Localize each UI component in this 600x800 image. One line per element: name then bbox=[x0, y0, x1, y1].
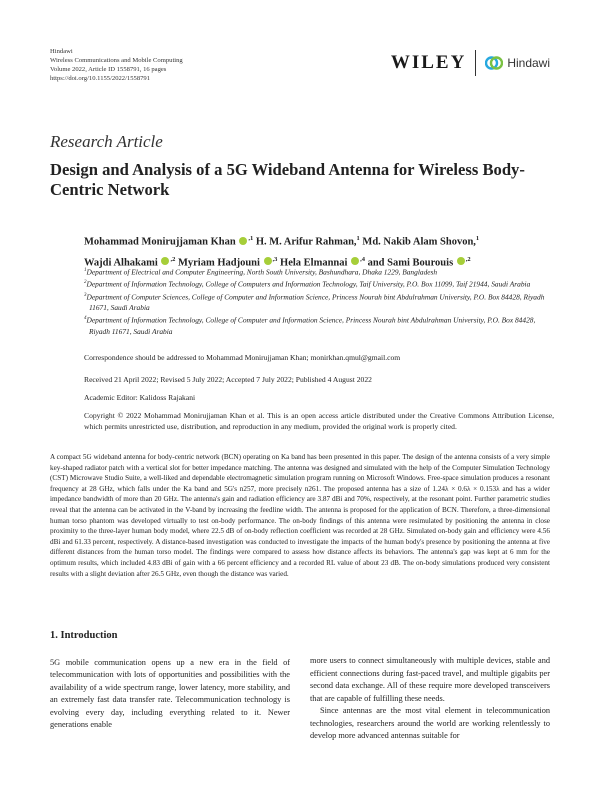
orcid-icon[interactable] bbox=[351, 257, 359, 265]
doi-link[interactable]: https://doi.org/10.1155/2022/1558791 bbox=[50, 75, 151, 82]
author-name: and Sami Bourouis bbox=[367, 257, 454, 268]
intro-paragraph: Since antennas are the most vital element in telecommunication technologies, researchers around the world are working relentlessly to develop more advanced antennas suitable for bbox=[310, 706, 550, 740]
hindawi-wordmark: Hindawi bbox=[507, 56, 550, 70]
publication-dates: Received 21 April 2022; Revised 5 July 2022; Accepted 7 July 2022; Published 4 August 2022 bbox=[84, 375, 372, 384]
copyright-notice: Copyright © 2022 Mohammad Monirujjaman Khan et al. This is an open access article distributed under the Creative Commons Attribution License, which permits unrestricted use, distribution, and reproduction in any medium, provided the original work is properly cited. bbox=[84, 411, 554, 431]
publisher-logos bbox=[391, 48, 550, 78]
affiliation: $^1$Department of Electrical and Computer Engineering, North South University, Bashundhara, Dhaka 1229, Bangladesh bbox=[84, 267, 438, 277]
author-name: Md. Nakib Alam Shovon, bbox=[362, 236, 476, 248]
journal-name: Wireless Communications and Mobile Computing bbox=[50, 57, 183, 64]
author-affil-num: 4 bbox=[361, 255, 365, 263]
affiliations bbox=[84, 265, 554, 337]
author-affil-num: 1 bbox=[249, 235, 254, 242]
left-column bbox=[50, 630, 290, 732]
article-title: Design and Analysis of a 5G Wideband Antenna for Wireless Body-Centric Network bbox=[50, 160, 525, 199]
author-name: H. M. Arifur Rahman, bbox=[255, 236, 357, 248]
right-column bbox=[310, 655, 550, 743]
author-affil-num: 2 bbox=[467, 255, 471, 263]
author-affil-num: 1 bbox=[356, 235, 360, 242]
publisher-name: Hindawi bbox=[50, 48, 73, 55]
author-name: Hela Elmannai bbox=[280, 257, 348, 268]
logo-divider bbox=[475, 50, 476, 76]
correspondence: Correspondence should be addressed to Mohammad Monirujjaman Khan; monirkhan.qmul@gmail.com bbox=[84, 353, 401, 362]
orcid-icon[interactable] bbox=[457, 257, 465, 265]
affiliation: $^4$Department of Information Technology, College of Computer and Information Science, Princess Nourah bint Abdulrahman University, P.O. Box 84428, Riyadh 11671, Saudi Arabia bbox=[84, 315, 536, 336]
article-type: Research Article bbox=[50, 132, 163, 151]
intro-paragraph-continued: more users to connect simultaneously with multiple devices, stable and efficient connections during fast-paced travel, and multiple gigabits per second data exchange. All of these require more developed transceivers that are capable of fulfilling these needs. bbox=[310, 656, 550, 703]
academic-editor: Academic Editor: Kalidoss Rajakani bbox=[84, 393, 196, 402]
orcid-icon[interactable] bbox=[239, 237, 247, 245]
abstract: A compact 5G wideband antenna for body-centric network (BCN) operating on Ka band has been presented in this paper. The design of the antenna consists of a very simple key-shaped radiator patch with a vertical slot for better impedance matching. The antenna was designed and simulated with the help of the Computer Simulation Technology (CST) Microwave Studio Suite, a well-liked and dependable electromagnetic simulation program running on Microsoft Windows. Free-space simulation produces a resonant frequency at 28 GHz, which falls under the Ka band and 5G's n257, more precisely n261. The proposed antenna has a size of 1.24λ × 0.6λ × 0.153λ and has a wider impedance bandwidth of more than 20 GHz. The antenna's gain and radiation efficiency are 3.87 dBi and 70%, respectively, at the resonant point. Further parametric studies reveal that the antenna can be activated in the V-band by increasing the feedline width. The antenna is proposed for the application of BCN. Therefore, a three-dimensional human torso phantom was developed virtually to test on-body performance. The on-body findings of this antenna were resimulated by positioning the antenna in close proximity to the three-layer human body model, where 22.5 dB of on-body reflection coefficient was recorded at 28 GHz. Simulated on-body gain and efficiency were 4.56 dBi and 61.33 percent, respectively. A distance-based investigation was conducted to investigate the impacts of the human body's presence by positioning the antenna at five different distances from the human torso model. The findings were compared to assess how distance affects its behaviors. The antenna's gap was kept at 6 mm for the optimum results, which included 4.83 dBi of gain with a 66 percent efficiency and a recorded RL value of about 23 dB. The on-body simulations produced very consistent results with a slight deviation after 26.5 GHz, even though the distance was varied. bbox=[50, 453, 550, 578]
affiliation: $^2$Department of Information Technology, College of Computers and Information Technology, Taif University, P.O. Box 11099, Taif 21944, Saudi Arabia bbox=[84, 279, 531, 289]
hindawi-logo bbox=[485, 54, 550, 72]
hindawi-mark-icon bbox=[485, 54, 503, 72]
orcid-icon[interactable] bbox=[264, 257, 272, 265]
author-name: Mohammad Monirujjaman Khan bbox=[84, 236, 236, 248]
intro-paragraph: 5G mobile communication opens up a new era in the field of telecommunication with lots of opportunities and possibilities with the availability of a wide spectrum range, lower latency, more stability, and an extremely fast data transfer rate. Telecommunication technology is evolving every day, including everything related to it. Newer generations enable bbox=[50, 657, 290, 729]
author-affil-num: 1 bbox=[475, 235, 480, 242]
section-heading: 1. Introduction bbox=[50, 630, 118, 641]
affiliation: $^3$Department of Computer Sciences, College of Computer and Information Science, Princess Nourah bint Abdulrahman University, P.O. Box 84428, Riyadh 11671, Saudi Arabia bbox=[84, 292, 545, 313]
author-affil-num: 3 bbox=[274, 255, 278, 263]
author-name: Myriam Hadjouni bbox=[177, 257, 260, 268]
volume-line: Volume 2022, Article ID 1558791, 16 pages bbox=[50, 66, 167, 73]
journal-header bbox=[50, 47, 183, 83]
wiley-logo: WILEY bbox=[390, 52, 467, 73]
orcid-icon[interactable] bbox=[161, 257, 169, 265]
author-affil-num: 2 bbox=[172, 255, 176, 263]
author-list: Mohammad Monirujjaman Khan $^{,1}$ H. M. Arifur Rahman,$^1$ Md. Nakib Alam Shovon,$^1$ Wajdi Alhakami $^{,2}$ Myriam Hadjouni $^{,3}$ Hela Elmannai $^{,4}$ and Sami Bourouis $^{,2}$ bbox=[84, 235, 480, 268]
author-name: Wajdi Alhakami bbox=[84, 257, 158, 268]
